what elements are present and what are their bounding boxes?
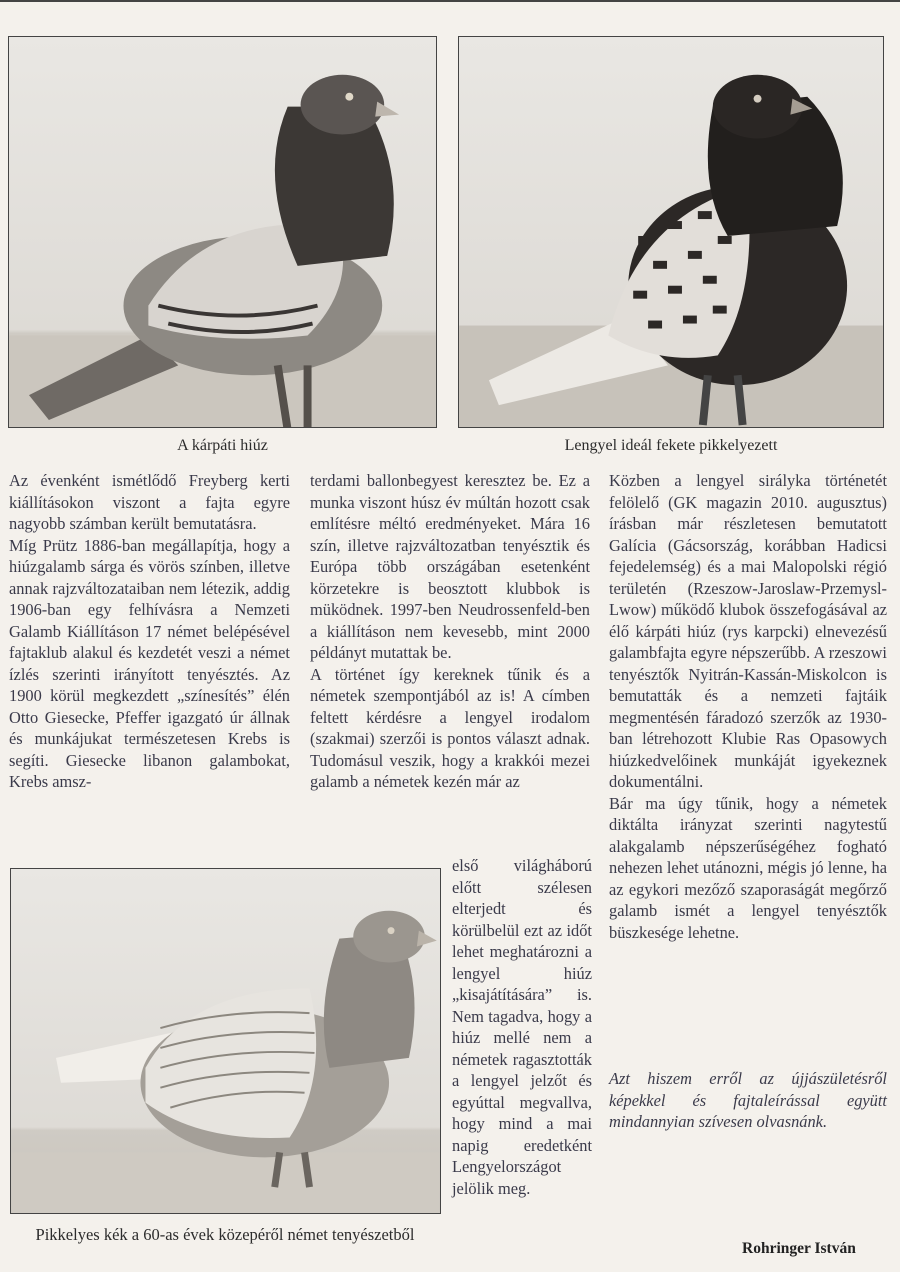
closing-remark: Azt hiszem erről az újjászületésről képekkel és fajtaleírással együtt mindannyian szívesen olvasnánk. [609, 1069, 887, 1131]
column-left [9, 470, 290, 793]
caption-polish-black: Lengyel ideál fekete pikkelyezett [564, 437, 778, 454]
pigeon-illustration [9, 37, 436, 427]
caption-carpathian: A kárpáti hiúz [177, 437, 268, 454]
column-right [609, 470, 887, 943]
column-middle [310, 470, 590, 793]
paragraph: Közben a lengyel sirályka történetét felölelő (GK magazin 2010. augusztus) írásban már részletesen bemutatott Galícia (Gácsország, korábban Hadicsi fejedelemség) és a mai Malopolski régió területén (Rzeszow-Jaroslaw-Przemysl-Lwow) működő klubok összefogásával az élő kárpáti hiúz (rys karpcki) elnevezésű galambfajta egyre népszerűbb. A rzeszowi tenyésztők Nyitrán-Kassán-Miskolcon is bemutatták és a nemzeti fajtáik megmentésén fáradozó szerzők az 1930-ban létrehozott Klubie Ras Opasowych hiúzkedvelőinek munkáját igyekeznek dokumentálni. [609, 471, 887, 791]
paragraph: Bár ma úgy tűnik, hogy a németek diktálta irányzat szerinti nagytestű alakgalamb népszerűségéhez fogható nehezen lehet utánozni, mégis jó lenne, ha az egykori mezőző szaporaságát megőrző galamb ismét a lengyel tenyésztők büszkesége lehetne. [609, 793, 887, 942]
author-name: Rohringer István [742, 1240, 856, 1257]
pigeon-illustration [459, 37, 883, 427]
caption-scaled-blue: Pikkelyes kék a 60-as évek közepéről német tenyészetből [35, 1225, 415, 1244]
column-middle-narrow: első világháború előtt szélesen elterjedt és körülbelül ezt az időt lehet meghatározni a lengyel hiúz „kisajátítására” is. Nem tagadva, hogy a hiúz mellé nem a németek ragasztották a lengyel jelzőt és egyúttal megvallva, hogy mind a mai napig eredetként Lengyelországot jelölik meg. [452, 856, 592, 1198]
paragraph: terdami ballonbegyest keresztez be. Ez a munka viszont húsz év múltán hozott csak említésre méltó eredményeket. Mára 16 szín, illetve rajzváltozatban tenyésztik és Európa több országában esetenként körzetekre is beosztott klubbok is müködnek. 1997-ben Neudrossenfeld-ben a kiállításon nem kevesebb, mint 2000 példányt mutattak be. [310, 471, 590, 662]
paragraph: Az évenként ismétlődő Freyberg kerti kiállításokon viszont a fajta egyre nagyobb számban került bemutatásra. [9, 471, 290, 533]
pigeon-illustration [11, 869, 440, 1213]
top-rule [0, 0, 900, 2]
paragraph: A történet így kereknek tűnik és a németek szempontjából az is! A címben feltett kérdésre a lengyel irodalom (szakmai) szerzői is pontos választ adnak. Tudomásul veszik, hogy a krakkói mezei galamb a németek kezén már az [310, 664, 590, 791]
photo-scaled-blue-pigeon [10, 868, 441, 1214]
photo-carpathian-pigeon [8, 36, 437, 428]
paragraph: Míg Prütz 1886-ban megállapítja, hogy a hiúzgalamb sárga és vörös színben, illetve annak rajzváltozataiban nem létezik, addig 1906-ban egy felhívásra a Nemzeti Galamb Kiállításon 17 német belépésével fajtaklub alakul és kezdetét veszi a német ízlés szerinti irányított tenyésztés. Az 1900 körül megkezdett „színesítés” élén Otto Giesecke, Pfeffer igazgató úr állnak és munkájukat természetesen Krebs is segíti. Giesecke libanon galambokat, Krebs amsz- [9, 535, 290, 791]
photo-polish-black-pigeon [458, 36, 884, 428]
